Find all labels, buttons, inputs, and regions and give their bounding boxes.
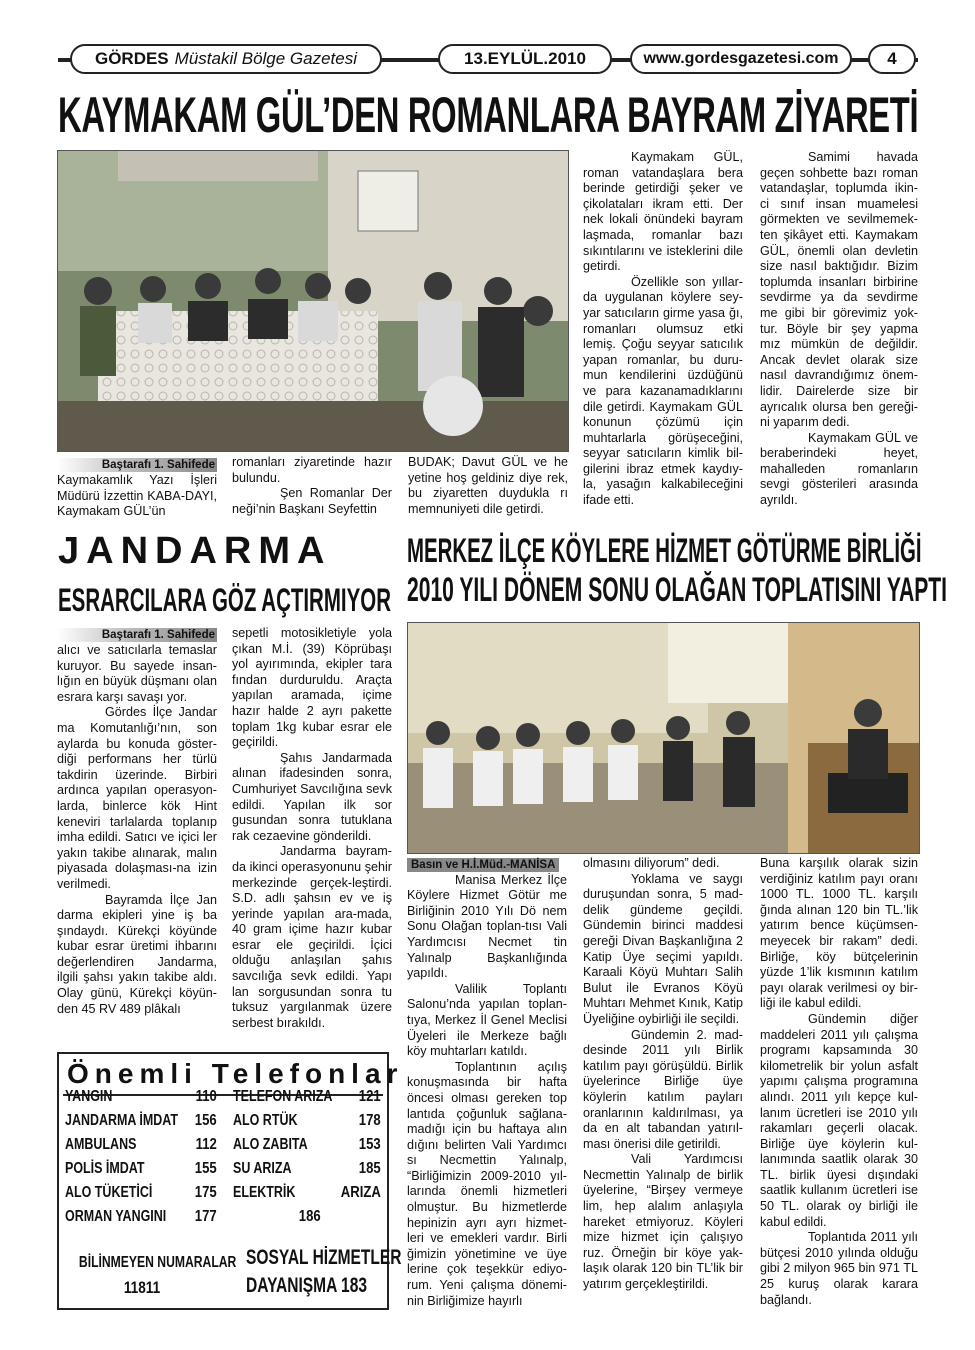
main-col1-text: Kaymakamlık Yazı İşleri Müdürü İzzettin KABA-DAYI, Kaymakam GÜL’ün xyxy=(57,473,217,519)
website-link[interactable]: www.gordesgazetesi.com xyxy=(630,44,852,74)
phone-name: ORMAN YANGINI xyxy=(65,1208,167,1225)
phone-number[interactable]: ARIZA xyxy=(340,1184,381,1201)
main-col5-p2: Kaymakam GÜL ve beraberindeki heyet, mahalleden romanların sevgi gösterileri arasında ayrıldı. xyxy=(760,430,918,508)
merkez-headline-2: 2010 YILI DÖNEM SONU OLAĞAN TOPLATISINI YAPTI xyxy=(407,571,947,609)
main-kicker: Baştarafı 1. Sahifede xyxy=(57,458,217,472)
paper-name-badge xyxy=(70,44,382,74)
merkez-col1-p3: Toplantının açılış konuşmasında bir hafta öncesi olması gereken top lantıda çoğunluk sağlana-madığı için bu haftaya alın dığını belirten Vali Yardımcı sı Necmettin Yalınalp, “Birliğimizin 2009-2010 yıl-larında önemli hizmetleri olmuştur. Bu hizmetlerde hepinizin ayrı ayrı hizmet-leri ve emekleri vardır. Birli ğimizin yönetimine ve üye lerine çok teşekkür ediyo-rum. Yeni çalışma dönemi-nin Birliğimize hayırlı xyxy=(407,1059,567,1308)
main-col-2 xyxy=(232,455,392,517)
merkez-col1-p2: Valilik Toplantı Salonu’nda yapılan toplan-tıya, Merkez İl Genel Meclisi Üyeleri ile Merkeze bağlı köy muhtarları katıldı. xyxy=(407,981,567,1059)
meeting-graphic xyxy=(408,623,919,853)
phone-name: ALO RTÜK xyxy=(233,1112,298,1129)
social-services-phone[interactable]: DAYANIŞMA 183 xyxy=(246,1274,367,1297)
phone-name: SU ARIZA xyxy=(233,1160,292,1177)
phone-number[interactable]: 153 xyxy=(359,1136,381,1153)
merkez-col3-p2: Gündemin diğer maddeleri 2011 yılı çalışma programı kapsamında 30 kilometrelik bir yolun asfalt yapımı çalışma programına alındı. 2011 yılı kepçe kul-lanım ücretleri ise 2010 yılı rakamları geçerli olacak. Birliğe üye köylerin kul-lanımında saatlik olarak 30 TL. birlik üyesi dışındaki saatlik kullanım ücretleri ise 50 TL. olarak oy birliği ile kabul edildi. xyxy=(760,1011,918,1229)
main-col-4 xyxy=(583,150,743,509)
phone-number[interactable]: 178 xyxy=(359,1112,381,1129)
jandarma-col-1 xyxy=(57,628,217,1017)
page-number: 4 xyxy=(868,44,916,74)
phone-number[interactable]: 185 xyxy=(359,1160,381,1177)
merkez-col2-p4: Vali Yardımcısı Necmettin Yalınalp de birlik üyelerine, “Birşey vermeye lim, hep alalım anlaşıyla hareket etmiyoruz. Köyleri mize hizmet için çalışıyo ruz. Örneğin bir köye yak-laşık olarak 120 bin TL’lik bir yatırım gerçekleştirildi. xyxy=(583,1152,743,1292)
phone-name: ALO ZABITA xyxy=(233,1136,308,1153)
merkez-col2-p3: Gündemin 2. mad-desinde 2011 yılı Birlik katılım payı görüşüldü. Birlik üyelerince Birliğe üye köylerin katılım payları oranlarının kaldırılması, ya da en alt tabandan yatırıl-ması önerisi dile getirildi. xyxy=(583,1027,743,1151)
merkez-col2-p2: Yoklama ve saygı duruşundan sonra, 5 mad-delik gündeme geçildi. Gündemin birinci maddesi gereği Divan Başkanlığına 2 Katip Üye seçimi yapıldı. Karaali Köyü Muhtarı Salih Bulut ile Evranos Köyü Muhtarı Mehmet Kınık, Katip Üyeliğine oybirliği ile seçildi. xyxy=(583,871,743,1026)
main-col4-p1: Kaymakam GÜL, roman vatandaşlara bera berinde getirdiği şeker ve çikolataları ikram etti. Der nek lokali önündeki bayram laşmada, romanlar bazı sıkıntılarını ve isteklerini dile getirdi. xyxy=(583,150,743,274)
unknown-numbers-phone[interactable]: 11811 xyxy=(123,1278,161,1297)
main-col-3 xyxy=(408,455,568,517)
phone-box-title: Önemli Telefonlar xyxy=(67,1058,404,1089)
phone-number[interactable]: 156 xyxy=(195,1112,217,1129)
meeting-photo xyxy=(407,622,920,854)
phone-number[interactable]: 121 xyxy=(359,1088,381,1105)
merkez-col3-p1: Buna karşılık olarak sizin verdiğiniz katılım payı oranı 1000 TL. 1000 TL. karşılı ğında alınan 120 bin TL.’lik yatırım bence küçümsen-meyecek bir rakam” dedi. Birliğe, köy bütçelerinin yüzde 1’lik kısmının katılım payı olarak verilmesi oy bir-liği ile kabul edildi. xyxy=(760,856,918,1011)
phone-numbers-box xyxy=(57,1052,404,1310)
phone-number[interactable]: 175 xyxy=(195,1184,217,1201)
merkez-col-1 xyxy=(407,857,567,1309)
phone-name: ALO TÜKETİCİ xyxy=(65,1184,153,1201)
jandarma-col2-p1: sepetli motosikletiyle yola çıkan M.İ. (39) Köprübaşı yol ayırımında, ekipler tara fından durduruldu. Araçta yapılan aramada, içime hazır halde 2 ayrı pakette toplam 1kg kubar esrar ele geçirildi. xyxy=(232,626,392,750)
merkez-kicker: Basın ve H.İ.Müd.-MANİSA xyxy=(407,858,559,872)
main-col-5 xyxy=(760,150,918,509)
issue-date: 13.EYLÜL.2010 xyxy=(438,44,612,74)
phone-number[interactable]: 110 xyxy=(195,1088,217,1105)
merkez-col-3 xyxy=(760,856,918,1308)
jandarma-headline: ESRARCILARA GÖZ AÇTIRMIYOR xyxy=(58,582,391,618)
phone-number[interactable]: 112 xyxy=(195,1136,217,1153)
paper-name: GÖRDES xyxy=(94,49,169,68)
merkez-headline-1: MERKEZ İLÇE KÖYLERE HİZMET GÖTÜRME BİRLİĞİ xyxy=(407,532,922,570)
jandarma-col1-p1: alıcı ve satıcılarla temaslar kuruyor. Bu sayede insan-lığın en büyük düşmanı olan esrara karşı savaşı yor. xyxy=(57,643,217,704)
phone-name: AMBULANS xyxy=(65,1136,137,1153)
jandarma-col-2 xyxy=(232,626,392,1031)
main-col5-p1: Samimi havada geçen sohbette bazı roman vatandaşlar, toplumda ikin-ci sınıf insan muamelesi görmekten ve sevilmemek-ten şikâyet etti. Kaymakam GÜL, önemli olan devletin size nasıl baktığıdır. Bizim toplumda insanları birbirine sevdirme ya da sevdirme me gibi bir görevimiz yok-tur. Böyle bir şey yapma mız mümkün de değildir. Ancak devlet olarak size nasıl davrandığımız önem-lidir. Dairelerde size bir ayrıcalık olursa ben gereği-ni yaparım dedi. xyxy=(760,150,918,430)
phone-name: TELEFON ARIZA xyxy=(233,1088,333,1105)
jandarma-col2-p3: Jandarma bayram-da ikinci operasyonunu şehir merkezinde gerçek-leştirdi. S.D. adlı şahsın ev ve iş yerinde yapılan ara-mada, 40 gram içime hazır kubar esrar ele geçirildi. İçici olduğu anlaşılan şahıs savcılığa sevk edildi. Yapı lan sorgusundan sonra tu tuksuz yargılanmak üzere serbest bırakıldı. xyxy=(232,844,392,1030)
main-col2-p1: romanları ziyaretinde hazır bulundu. xyxy=(232,455,392,485)
phone-name: POLİS İMDAT xyxy=(65,1160,145,1177)
jandarma-kicker: Baştarafı 1. Sahifede xyxy=(57,628,217,642)
jandarma-col1-p3: Bayramda İlçe Jan darma ekipleri yine iş ba şındaydı. Kürekçi köyünde kubar esrar üretimi ihbarını değerlendiren Jandarma, ilgili şahsı yakın takibe aldı. Olay günü, Kürekçi köyün-den 45 RV 489 plâkalı xyxy=(57,892,217,1016)
phone-number[interactable]: 177 xyxy=(195,1208,217,1225)
phone-number[interactable]: 186 xyxy=(299,1208,321,1225)
merkez-col3-p3: Toplantıda 2011 yılı bütçesi 2010 yılında olduğu gibi 2 milyon 965 bin 971 TL 25 kuruş olarak karara bağlandı. xyxy=(760,1230,918,1307)
social-services-label: SOSYAL HİZMETLER xyxy=(246,1246,402,1269)
phone-name: ELEKTRİK xyxy=(233,1184,296,1201)
merkez-col-2 xyxy=(583,856,743,1293)
main-col-1 xyxy=(57,458,217,520)
main-col4-p2: Özellikle son yıllar-da uygulanan köylere sey-yar satıcıların girme yasa ğı, romanları olumsuz etki lemiş. Çoğu seyyar satıcılık yapan romanlar, bu duru-mun kendilerini üzdüğünü ve para kazanamadıklarını dile getirdi. Kaymakam GÜL konunun çözümü için muhtarlarla görüşeceğini, seyyar satıcıların kimlik bil-gilerini ibraz etmek kaydıy-la, yasağın kalkabileceğini ifade etti. xyxy=(583,274,743,508)
main-col3-text: BUDAK; Davut GÜL ve he yetine hoş geldiniz diye rek, bu ziyaretten duydukla rı memnuniyeti dile getirdi. xyxy=(408,455,568,516)
phone-name: YANGIN xyxy=(65,1088,113,1105)
jandarma-col1-p2: Gördes İlçe Jandar ma Komutanlığı’nın, son aylarda bu konuda göster-diği performans her türlü takdirin üzerinde. Birbiri ardınca yapılan operasyon-larda, binlerce kök Hint keneviri tarlalarda toplanıp imha edildi. Satıcı ve içici ler yakın takibe alınarak, malın piyasada dolaşması-na izin verilmedi. xyxy=(57,705,217,891)
unknown-numbers-label: BİLİNMEYEN NUMARALAR xyxy=(78,1254,237,1271)
main-col2-p2: Şen Romanlar Der neği’nin Başkanı Seyfettin xyxy=(232,486,392,516)
jandarma-col2-p2: Şahıs Jandarmada alınan ifadesinden sonra, Cumhuriyet Savcılığına sevk edildi. Yapılan ilk sor gusundan sonra tutuklana rak cezaevine gönderildi. xyxy=(232,750,392,843)
merkez-col2-p1: olmasını diliyorum” dedi. xyxy=(583,856,720,870)
photo-graphic xyxy=(58,151,568,451)
phone-number[interactable]: 155 xyxy=(195,1160,217,1177)
merkez-col1-p1: Manisa Merkez İlçe Köylere Hizmet Götür me Birliğinin 2010 Yılı Dö nem Sonu Olağan toplan-tısı Vali Yardımcısı Necmet tin Yalınalp Başkanlığında yapıldı. xyxy=(407,872,567,981)
main-headline: KAYMAKAM GÜL’DEN ROMANLARA BAYRAM ZİYARETİ xyxy=(58,87,919,143)
roman-visit-photo xyxy=(57,150,569,452)
paper-subtitle: Müstakil Bölge Gazetesi xyxy=(174,49,358,68)
jandarma-title: JANDARMA xyxy=(58,530,332,572)
phone-name: JANDARMA İMDAT xyxy=(65,1112,179,1129)
